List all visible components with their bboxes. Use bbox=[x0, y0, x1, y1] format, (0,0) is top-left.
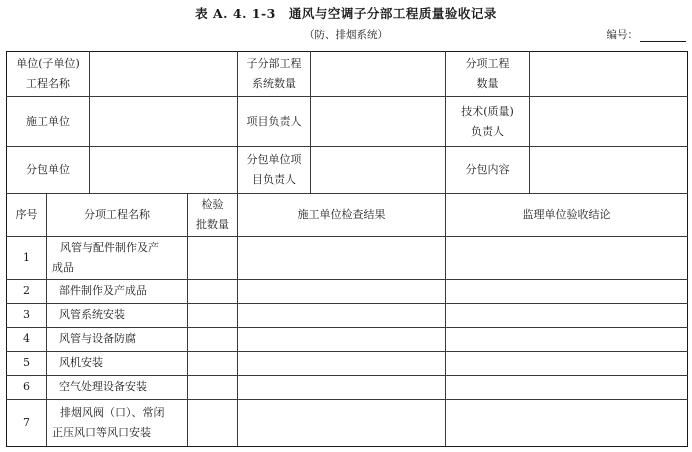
header-supervision: 监理单位验收结论 bbox=[446, 194, 688, 237]
row-seq: 2 bbox=[7, 279, 47, 303]
label-sub-division-count: 子分部工程 系统数量 bbox=[238, 52, 311, 97]
value-tech-manager[interactable] bbox=[530, 97, 688, 147]
label-sub-item-count: 分项工程 数量 bbox=[446, 52, 530, 97]
row-batch-count[interactable] bbox=[188, 375, 238, 399]
value-sub-item-count[interactable] bbox=[530, 52, 688, 97]
row-batch-count[interactable] bbox=[188, 237, 238, 279]
form-title: 表 A. 4. 1-3 通风与空调子分部工程质量验收记录 bbox=[195, 6, 497, 21]
label-unit-project-name: 单位(子单位) 工程名称 bbox=[7, 52, 90, 97]
row-batch-count[interactable] bbox=[188, 399, 238, 446]
form-subtitle: （防、排烟系统） bbox=[304, 29, 388, 41]
value-sub-manager[interactable] bbox=[311, 147, 446, 194]
row-supervision[interactable] bbox=[446, 399, 688, 446]
label-subcontractor: 分包单位 bbox=[7, 147, 90, 194]
row-item-name: 部件制作及产成品 bbox=[47, 279, 188, 303]
row-item-name: 风管与设备防腐 bbox=[47, 327, 188, 351]
label-sub-manager: 分包单位项 目负责人 bbox=[238, 147, 311, 194]
row-check-result[interactable] bbox=[238, 303, 446, 327]
value-sub-content[interactable] bbox=[530, 147, 688, 194]
row-seq: 6 bbox=[7, 375, 47, 399]
row-supervision[interactable] bbox=[446, 327, 688, 351]
table-row bbox=[7, 303, 688, 327]
label-sub-content: 分包内容 bbox=[446, 147, 530, 194]
value-construction-unit[interactable] bbox=[90, 97, 238, 147]
row-check-result[interactable] bbox=[238, 399, 446, 446]
header-seq: 序号 bbox=[7, 194, 47, 237]
row-batch-count[interactable] bbox=[188, 351, 238, 375]
label-tech-manager: 技术(质量) 负责人 bbox=[446, 97, 530, 147]
serial-number bbox=[607, 27, 687, 42]
row-check-result[interactable] bbox=[238, 375, 446, 399]
row-seq: 3 bbox=[7, 303, 47, 327]
row-supervision[interactable] bbox=[446, 351, 688, 375]
value-subcontractor[interactable] bbox=[90, 147, 238, 194]
row-item-name: 风管与配件制作及产 成品 bbox=[47, 237, 188, 279]
row-check-result[interactable] bbox=[238, 279, 446, 303]
header-item-name: 分项工程名称 bbox=[47, 194, 188, 237]
row-seq: 5 bbox=[7, 351, 47, 375]
label-project-manager: 项目负责人 bbox=[238, 97, 311, 147]
row-supervision[interactable] bbox=[446, 303, 688, 327]
table-row bbox=[7, 279, 688, 303]
row-supervision[interactable] bbox=[446, 279, 688, 303]
value-unit-project-name[interactable] bbox=[90, 52, 238, 97]
table-row bbox=[7, 375, 688, 399]
row-seq: 4 bbox=[7, 327, 47, 351]
table-row bbox=[7, 327, 688, 351]
table-row bbox=[7, 399, 688, 446]
row-seq: 1 bbox=[7, 237, 47, 279]
value-sub-division-count[interactable] bbox=[311, 52, 446, 97]
header-check-result: 施工单位检查结果 bbox=[238, 194, 446, 237]
row-item-name: 排烟风阀（口）、常闭 正压风口等风口安装 bbox=[47, 399, 188, 446]
row-item-name: 风管系统安装 bbox=[47, 303, 188, 327]
row-supervision[interactable] bbox=[446, 237, 688, 279]
acceptance-record-table bbox=[6, 51, 688, 447]
row-batch-count[interactable] bbox=[188, 327, 238, 351]
header-batch-count: 检验 批数量 bbox=[188, 194, 238, 237]
table-row bbox=[7, 351, 688, 375]
row-batch-count[interactable] bbox=[188, 303, 238, 327]
value-project-manager[interactable] bbox=[311, 97, 446, 147]
serial-label: 编号： bbox=[606, 29, 638, 41]
row-batch-count[interactable] bbox=[188, 279, 238, 303]
row-seq: 7 bbox=[7, 399, 47, 446]
row-item-name: 风机安装 bbox=[47, 351, 188, 375]
row-supervision[interactable] bbox=[446, 375, 688, 399]
row-check-result[interactable] bbox=[238, 237, 446, 279]
table-row bbox=[7, 237, 688, 279]
label-construction-unit: 施工单位 bbox=[7, 97, 90, 147]
row-check-result[interactable] bbox=[238, 327, 446, 351]
row-item-name: 空气处理设备安装 bbox=[47, 375, 188, 399]
serial-blank-field[interactable] bbox=[640, 29, 686, 42]
row-check-result[interactable] bbox=[238, 351, 446, 375]
